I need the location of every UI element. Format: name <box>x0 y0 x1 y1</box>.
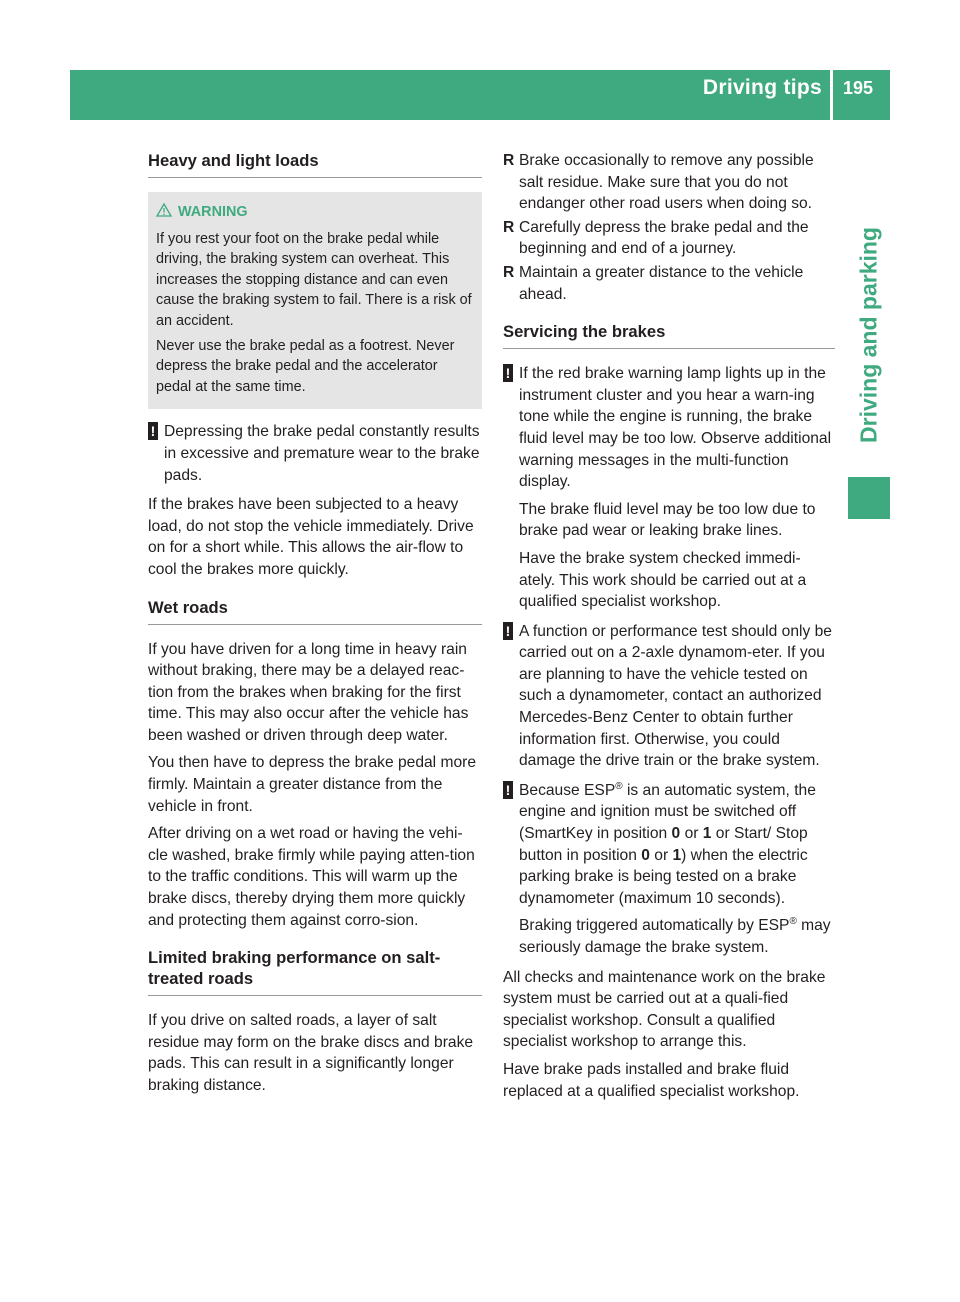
bullet-icon: R <box>503 263 515 281</box>
paragraph: If you drive on salted roads, a layer of salt residue may form on the brake discs and brake pads. This can result in a significantly longer braking distance. <box>148 1012 474 1094</box>
side-tab-label: Driving and parking <box>855 227 882 443</box>
list-item <box>503 217 835 260</box>
note-item <box>148 421 482 486</box>
note-item <box>503 621 835 772</box>
warning-title <box>156 202 474 223</box>
bullet-icon: R <box>503 218 515 236</box>
section-heading-wet-roads: Wet roads <box>148 597 482 625</box>
note-text: Depressing the brake pedal constantly results in excessive and premature wear to the brake pads. <box>164 423 480 484</box>
running-header-title: Driving tips <box>702 76 822 99</box>
note-text: Have the brake system checked immedi-ately. This work should be carried out at a qualified specialist workshop. <box>519 549 807 611</box>
note-item <box>503 363 835 613</box>
warning-title-text: WARNING <box>178 204 248 220</box>
exclamation-icon: ! <box>503 781 513 799</box>
note-text: Because ESP® is an automatic system, the engine and ignition must be switched off (SmartKey in position 0 or 1 or Start/ Stop button in position 0 or 1) when the electric parking brake is being tested on a brake dynamometer (maximum 10 seconds). <box>519 780 816 907</box>
warning-box <box>148 192 482 409</box>
header-divider <box>830 70 833 120</box>
section-heading-salt-roads <box>148 947 482 996</box>
note-text: The brake fluid level may be too low due to brake pad wear or leaking brake lines. <box>519 500 816 540</box>
exclamation-icon: ! <box>148 422 158 440</box>
right-column <box>503 150 835 1108</box>
note-item <box>503 780 835 959</box>
list-item <box>503 262 835 305</box>
list-item-text: Carefully depress the brake pedal and the beginning and end of a journey. <box>519 218 809 258</box>
heading-line: Limited braking performance on salt- <box>148 948 441 968</box>
left-column <box>148 150 482 1103</box>
list-item-text: Brake occasionally to remove any possible salt residue. Make sure that you do not endanger other road users when doing so. <box>519 152 814 213</box>
paragraph: After driving on a wet road or having the vehi-cle washed, brake firmly while paying atten-tion to the traffic conditions. This will warm up the brake discs, thereby drying them more quickly and protecting them against corro-sion. <box>148 825 475 929</box>
exclamation-icon: ! <box>503 622 513 640</box>
warning-text: If you rest your foot on the brake pedal while driving, the braking system can overheat. This increases the stopping distance and can even cause the braking system to fail. There is a risk of an accident. <box>156 230 472 329</box>
page-number: 195 <box>843 78 874 98</box>
exclamation-icon: ! <box>503 364 513 382</box>
warning-triangle-icon <box>156 203 172 217</box>
note-text: Braking triggered automatically by ESP® may seriously damage the brake system. <box>519 916 831 956</box>
paragraph: Have brake pads installed and brake fluid replaced at a qualified specialist workshop. <box>503 1060 800 1100</box>
paragraph: You then have to depress the brake pedal more firmly. Maintain a greater distance from the vehicle in front. <box>148 754 476 815</box>
paragraph: All checks and maintenance work on the brake system must be carried out at a quali-fied specialist workshop. Consult a qualified specialist workshop to arrange this. <box>503 968 826 1051</box>
paragraph: If you have driven for a long time in heavy rain without braking, there may be a delayed reac-tion from the brakes when braking for the first time. This may also occur after the vehicle has been washed or driven through deep water. <box>148 640 469 744</box>
warning-instruction: Never use the brake pedal as a footrest. Never depress the brake pedal and the accelerator pedal at the same time. <box>156 337 455 395</box>
list-item <box>503 150 835 215</box>
side-tab <box>848 227 890 443</box>
heading-line: treated roads <box>148 969 254 989</box>
paragraph: If the brakes have been subjected to a heavy load, do not stop the vehicle immediately. Drive on for a short while. This allows the air-flow to cool the brakes more quickly. <box>148 496 474 578</box>
list-item-text: Maintain a greater distance to the vehicle ahead. <box>519 263 804 303</box>
note-text: A function or performance test should only be carried out on a 2-axle dynamom-eter. If you are planning to have the vehicle tested on such a dynamometer, contact an authorized Mercedes-Benz Center to obtain further information first. Otherwise, you could damage the drive train or the brake system. <box>519 622 832 770</box>
note-text: If the red brake warning lamp lights up in the instrument cluster and you hear a warn-ing tone while the engine is running, the brake fluid level may be too low. Observe additional warning messages in the multi-function display. <box>519 365 832 491</box>
section-heading-heavy-loads: Heavy and light loads <box>148 150 482 178</box>
section-heading-servicing: Servicing the brakes <box>503 321 835 349</box>
bullet-list <box>503 150 835 305</box>
side-tab-marker <box>848 477 890 519</box>
bullet-icon: R <box>503 152 515 169</box>
